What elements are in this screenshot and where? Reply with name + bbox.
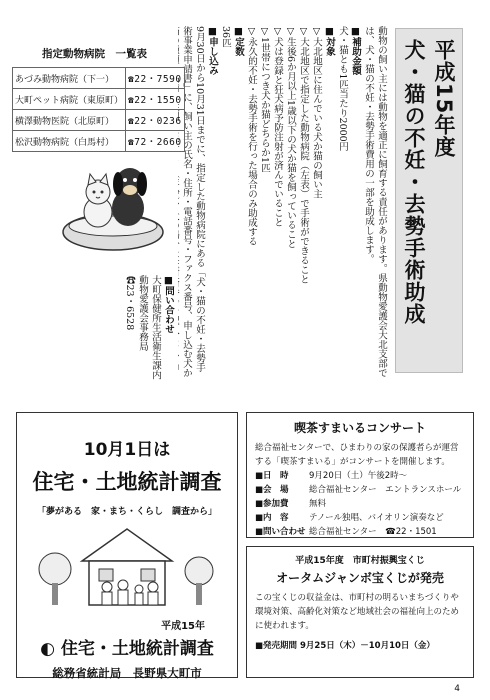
lottery-box [246, 546, 474, 678]
census-date: 10月1日は [83, 440, 171, 460]
quota-heading: ■定数 [233, 26, 244, 56]
census-logo-title [25, 634, 229, 659]
lottery-period-label: ■発売期間 [255, 641, 298, 651]
condition-item: ▽犬は登録と狂犬病予防注射が済んでいること [272, 26, 283, 227]
concert-info-value: 9月20日（土）午後2時～ [309, 471, 408, 481]
subsidy-heading: ■補助金額 [350, 26, 361, 75]
concert-info-label: ■参加費 [255, 499, 289, 509]
lottery-period [255, 639, 465, 651]
condition-item: ▽永久的不妊・去勢手術を行った場合のみ助成する [246, 26, 257, 246]
lottery-description: この宝くじの収益金は、市町村の明るいまちづくりや環境対策、高齢化対策など地域社会の福祉向上のために使われます。 [255, 593, 460, 631]
article-title-box [395, 28, 463, 373]
table-row [13, 89, 185, 110]
lottery-title: オータムジャンボ宝くじが発売 [276, 571, 444, 585]
article-body [178, 26, 388, 381]
census-title: 住宅・土地統計調査 [32, 470, 222, 494]
article-title [399, 39, 459, 325]
hospital-name: 大町ペット病院（東原町） [13, 89, 126, 110]
target-heading: ■対象 [324, 26, 335, 56]
subsidy-amount: 犬・猫とも1匹当たり2000円 [337, 26, 348, 152]
article-title-year: 平成15年度 [432, 39, 456, 159]
inquiry-block [100, 275, 175, 380]
condition-item: ▽1世帯につき犬か猫どちらか1匹 [259, 26, 270, 173]
hospital-section [12, 26, 182, 152]
concert-info-value: 総合福祉センター エントランスホール [309, 485, 462, 495]
hospital-list-title: 指定動物病院 一覧表 [42, 48, 147, 60]
target-text: ▽大北地区に住んでいる犬か猫の飼い主 [311, 26, 322, 199]
article-intro: 動物の飼い主には動物を適正に飼育する責任があります。県動物愛護会大北支部では、犬・猫の不妊・去勢手術費用の一部を助成します。 [363, 26, 387, 378]
table-row [13, 131, 185, 152]
concert-info-row [255, 497, 465, 511]
hospital-name: あづみ動物病院（下一） [13, 68, 126, 89]
concert-box [246, 412, 474, 538]
concert-info-value: テノール独唱、バイオリン演奏など [309, 513, 444, 523]
inquiry-heading: ■問い合わせ [163, 275, 174, 334]
concert-info-label: ■内 容 [255, 513, 289, 523]
census-title-secondary: 住宅・土地統計調査 [60, 639, 214, 659]
page-number: 4 [454, 684, 460, 694]
condition-item: ▽大北地区で指定した動物病院（左表）で手術ができること [298, 26, 309, 284]
hospital-name: 松沢動物病院（白馬村） [13, 131, 126, 152]
census-year: 平成15年 [161, 621, 205, 632]
census-ad [16, 412, 238, 678]
apply-heading: ■申し込み [207, 26, 218, 75]
concert-description: 総合福祉センターで、ひまわりの家の保護者らが運営する「喫茶すまいる」がコンサートを開催します。 [255, 443, 459, 467]
table-row [13, 110, 185, 131]
hospital-table [12, 67, 185, 152]
hospital-tel: ☎72・2660 [126, 131, 185, 152]
hospital-tel: ☎22・7590 [126, 68, 185, 89]
concert-info-label: ■問い合わせ [255, 527, 306, 537]
inquiry-text: 大町保健所生活衛生課内動物愛護会事務局 ☎23・6528 [124, 275, 161, 380]
concert-info-row [255, 511, 465, 525]
concert-info-label: ■会 場 [255, 485, 289, 495]
census-tagline: 「夢がある 家・まち・くらし 調査から」 [36, 507, 217, 517]
concert-info-value: 無料 [309, 499, 327, 509]
hospital-name: 横澤動物医院（北原町） [13, 110, 126, 131]
concert-info-value: 総合福祉センター ☎22・1501 [309, 527, 437, 537]
family-house-illustration [27, 521, 227, 609]
concert-title: 喫茶すまいるコンサート [293, 421, 426, 435]
article-title-main: 犬・猫の不妊・去勢手術助成 [402, 39, 426, 325]
quota-text: 36匹 [220, 26, 231, 48]
census-logo-icon: ◐ [40, 639, 55, 659]
concert-info-row [255, 525, 465, 539]
hospital-tel: ☎22・0236 [126, 110, 185, 131]
lottery-subtitle: 平成15年度 市町村振興宝くじ [295, 556, 425, 566]
table-row [13, 68, 185, 89]
condition-item: ▽生後6か月以上1歳以下の犬か猫を飼っていること [285, 26, 296, 249]
hospital-tel: ☎22・1550 [126, 89, 185, 110]
lottery-period-value: 9月25日（木）－10月10日（金） [300, 641, 435, 651]
concert-info-label: ■日 時 [255, 471, 289, 481]
concert-info-row [255, 469, 465, 483]
census-issuer: 総務省統計局 長野県大町市 [52, 666, 202, 680]
apply-text: 9月30日から10月31日までに、指定した動物病院にある「犬・猫の不妊・去勢手術事業申請書」に、飼い主の氏名・住所・電話番号・ファクス番号、申し込む犬か [181, 26, 205, 378]
concert-info-row [255, 483, 465, 497]
dog-cat-illustration [58, 150, 168, 255]
